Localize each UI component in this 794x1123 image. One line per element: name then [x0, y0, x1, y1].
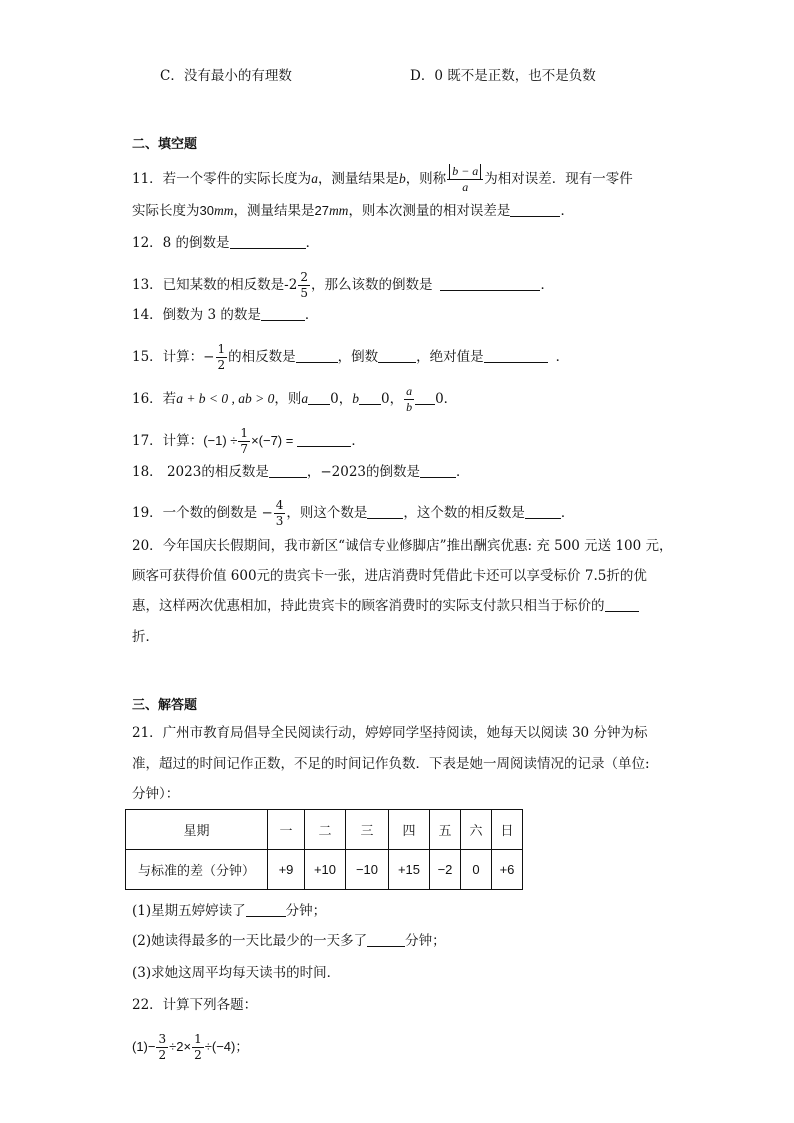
table-day: 三 — [346, 810, 389, 850]
table-cell: −10 — [346, 850, 389, 890]
answer-blank[interactable] — [440, 276, 540, 291]
answer-blank[interactable] — [378, 348, 416, 363]
reading-record-table — [125, 809, 523, 890]
answer-blank[interactable] — [605, 597, 639, 612]
section-title-solve: 三、解答题 — [132, 698, 198, 713]
answer-blank[interactable] — [510, 202, 560, 217]
answer-blank[interactable] — [420, 463, 456, 478]
table-header-row — [126, 810, 523, 850]
answer-blank[interactable] — [261, 306, 305, 321]
question-11-line1: 11．若一个零件的实际长度为a，测量结果是b，则称 $\frac{b - a}{a}$ 为相对误差．现有一零件 — [132, 164, 633, 194]
question-17: 17．计算：(−1) ÷ $\frac{1}{7}$ ×(−7) = ． — [132, 426, 365, 456]
question-20-line1: 20．今年国庆长假期间，我市新区“诚信专业修脚店”推出酬宾优惠: 充 500 元送 100 元， — [132, 538, 673, 554]
question-19: 19．一个数的倒数是 − $\frac{4}{3}$ ，则这个数是 ，这个数的相反数是 ． — [132, 498, 575, 528]
answer-blank[interactable] — [246, 902, 286, 917]
table-day: 一 — [268, 810, 305, 850]
table-cell: +15 — [389, 850, 430, 890]
question-20-line4: 折． — [132, 629, 159, 645]
table-header-label: 星期 — [126, 810, 268, 850]
question-21-line1: 21．广州市教育局倡导全民阅读行动，婷婷同学坚持阅读，她每天以阅读 30 分钟为标 — [132, 725, 648, 741]
table-day: 二 — [305, 810, 346, 850]
table-row-label: 与标准的差（分钟） — [126, 850, 268, 890]
table-day: 日 — [492, 810, 523, 850]
table-day: 五 — [430, 810, 461, 850]
answer-blank[interactable] — [230, 234, 306, 249]
table-cell: +9 — [268, 850, 305, 890]
answer-blank[interactable] — [308, 390, 330, 405]
question-21-line2: 准，超过的时间记作正数，不足的时间记作负数．下表是她一周阅读情况的记录（单位: — [132, 756, 650, 772]
section-title-fill-blank: 二、填空题 — [132, 137, 198, 152]
table-cell: +10 — [305, 850, 346, 890]
answer-blank[interactable] — [367, 932, 405, 947]
option-c: C．没有最小的有理数 — [160, 68, 292, 84]
question-21-part2: (2)她读得最多的一天比最少的一天多了 分钟； — [132, 933, 446, 949]
question-20-line3: 惠，这样两次优惠相加，持此贵宾卡的顾客消费时的实际支付款只相当于标价的 — [132, 597, 639, 615]
question-14: 14．倒数为 3 的数是 ． — [132, 307, 319, 323]
option-d: D．0 既不是正数，也不是负数 — [410, 68, 596, 84]
answer-blank[interactable] — [415, 390, 435, 405]
table-cell: −2 — [430, 850, 461, 890]
answer-blank[interactable] — [525, 504, 561, 519]
question-11-line2: 实际长度为30mm，测量结果是27mm，则本次测量的相对误差是 ． — [132, 203, 574, 219]
table-day: 六 — [461, 810, 492, 850]
table-cell: +6 — [492, 850, 523, 890]
answer-blank[interactable] — [359, 390, 381, 405]
question-21-line3: 分钟）： — [132, 786, 180, 802]
answer-blank[interactable] — [297, 432, 351, 447]
answer-blank[interactable] — [367, 504, 403, 519]
question-22-part1: (1)− $\frac{3}{2}$ ÷2× $\frac{1}{2}$ ÷(−4)； — [132, 1032, 249, 1062]
question-18: 18． 2023的相反数是 ，−2023的倒数是 ． — [132, 464, 470, 480]
question-13: 13．已知某数的相反数是-2 $\frac{2}{5}$ ，那么该数的倒数是 ． — [132, 270, 554, 300]
question-21-part3: (3)求她这周平均每天读书的时间． — [132, 965, 341, 981]
question-12: 12．8 的倒数是 ． — [132, 235, 320, 251]
question-16: 16．若a + b < 0 , ab > 0，则a 0，b 0， $\frac{a}{b}$ 0． — [132, 384, 458, 414]
answer-blank[interactable] — [484, 348, 548, 363]
question-20-line2: 顾客可获得价值 600元的贵宾卡一张，进店消费时凭借此卡还可以享受标价 7.5折的优 — [132, 568, 647, 584]
table-cell: 0 — [461, 850, 492, 890]
table-day: 四 — [389, 810, 430, 850]
question-21-part1: (1)星期五婷婷读了 分钟； — [132, 903, 327, 919]
relative-error-formula: $\frac{b - a}{a}$ — [447, 164, 483, 195]
answer-blank[interactable] — [269, 463, 307, 478]
table-row — [126, 850, 523, 890]
question-15: 15．计算：− $\frac{1}{2}$ 的相反数是 ，倒数 ，绝对值是 ． — [132, 342, 570, 372]
question-22-title: 22．计算下列各题： — [132, 997, 258, 1013]
answer-blank[interactable] — [296, 348, 338, 363]
